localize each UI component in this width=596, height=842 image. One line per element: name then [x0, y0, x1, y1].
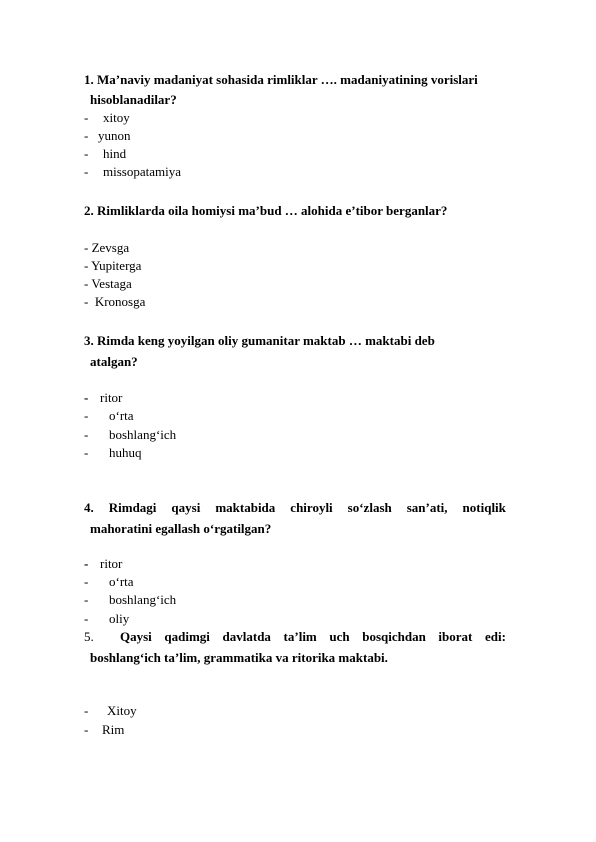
option-dash: - — [84, 146, 89, 161]
option-dash: - — [84, 128, 89, 143]
q5-option-2: Rim — [102, 722, 125, 737]
option-dash: - — [84, 408, 89, 423]
option-dash: - — [84, 427, 89, 442]
q5-word: iborat — [438, 629, 473, 644]
question-4-line-2: mahoratini egallash o‘rgatilgan? — [90, 521, 272, 536]
question-4-line-1 — [84, 500, 506, 516]
q4-option-1: ritor — [100, 556, 123, 571]
q3-option-4: huhuq — [109, 445, 142, 460]
question-1-line-2: hisoblanadilar? — [90, 92, 177, 107]
q4-word: qaysi — [171, 500, 201, 515]
question-5-number: 5. — [84, 629, 94, 644]
q5-word: qadimgi — [164, 629, 210, 644]
q2-option-1 — [84, 240, 129, 256]
q1-option-3: hind — [103, 146, 127, 161]
q2-option-2 — [84, 258, 141, 274]
q4-option-2: o‘rta — [109, 574, 134, 589]
question-3-line-1: 3. Rimda keng yoyilgan oliy gumanitar maktab … maktabi deb — [84, 333, 435, 348]
q4-option-3: boshlang‘ich — [109, 592, 177, 607]
q3-option-2: o‘rta — [109, 408, 134, 423]
q4-word: 4. — [84, 500, 94, 515]
option-dash: - — [84, 611, 89, 626]
q4-word: notiqlik — [462, 500, 506, 515]
option-dash: - — [84, 574, 89, 589]
option-dash: - — [84, 110, 89, 125]
option-dash: - — [84, 276, 89, 291]
question-3-line-2: atalgan? — [90, 354, 138, 369]
q3-option-3: boshlang‘ich — [109, 427, 177, 442]
q5-option-1: Xitoy — [107, 703, 137, 718]
q4-option-4: oliy — [109, 611, 130, 626]
q5-word: davlatda — [222, 629, 271, 644]
option-dash: - — [84, 294, 89, 309]
q1-option-2: yunon — [98, 128, 131, 143]
question-5-line-1 — [120, 629, 506, 645]
q4-word: Rimdagi — [108, 500, 157, 515]
question-1-line-1: 1. Ma’naviy madaniyat sohasida rimliklar …. madaniyatining vorislari — [84, 72, 478, 87]
q2-option-3 — [84, 276, 132, 292]
q5-word: uch — [329, 629, 350, 644]
q2-option-4-text: Kronosga — [94, 294, 146, 309]
q4-word: san’ati, — [406, 500, 448, 515]
option-dash: - — [84, 164, 89, 179]
q5-word: bosqichdan — [362, 629, 426, 644]
q2-option-2-text: Yupiterga — [91, 258, 142, 273]
question-2-line-1: 2. Rimliklarda oila homiysi ma’bud … alohida e’tibor berganlar? — [84, 203, 448, 218]
q1-option-1: xitoy — [103, 110, 130, 125]
q5-word: edi: — [484, 629, 506, 644]
option-dash: - — [84, 722, 89, 737]
option-dash: - — [84, 258, 89, 273]
q2-option-1-text: Zevsga — [91, 240, 130, 255]
option-dash: - — [84, 240, 89, 255]
option-dash: - — [84, 703, 89, 718]
q4-word: chiroyli — [290, 500, 333, 515]
option-dash: - — [84, 556, 89, 571]
q2-option-4 — [84, 294, 145, 310]
q5-word: Qaysi — [120, 629, 152, 644]
question-5-line-2: boshlang‘ich ta’lim, grammatika va ritorika maktabi. — [90, 650, 388, 665]
q4-word: so‘zlash — [347, 500, 392, 515]
q1-option-4: missopatamiya — [103, 164, 181, 179]
q3-option-1: ritor — [100, 390, 123, 405]
q5-word: ta’lim — [283, 629, 317, 644]
q2-option-3-text: Vestaga — [91, 276, 132, 291]
option-dash: - — [84, 445, 89, 460]
option-dash: - — [84, 592, 89, 607]
q4-word: maktabida — [215, 500, 276, 515]
option-dash: - — [84, 390, 89, 405]
